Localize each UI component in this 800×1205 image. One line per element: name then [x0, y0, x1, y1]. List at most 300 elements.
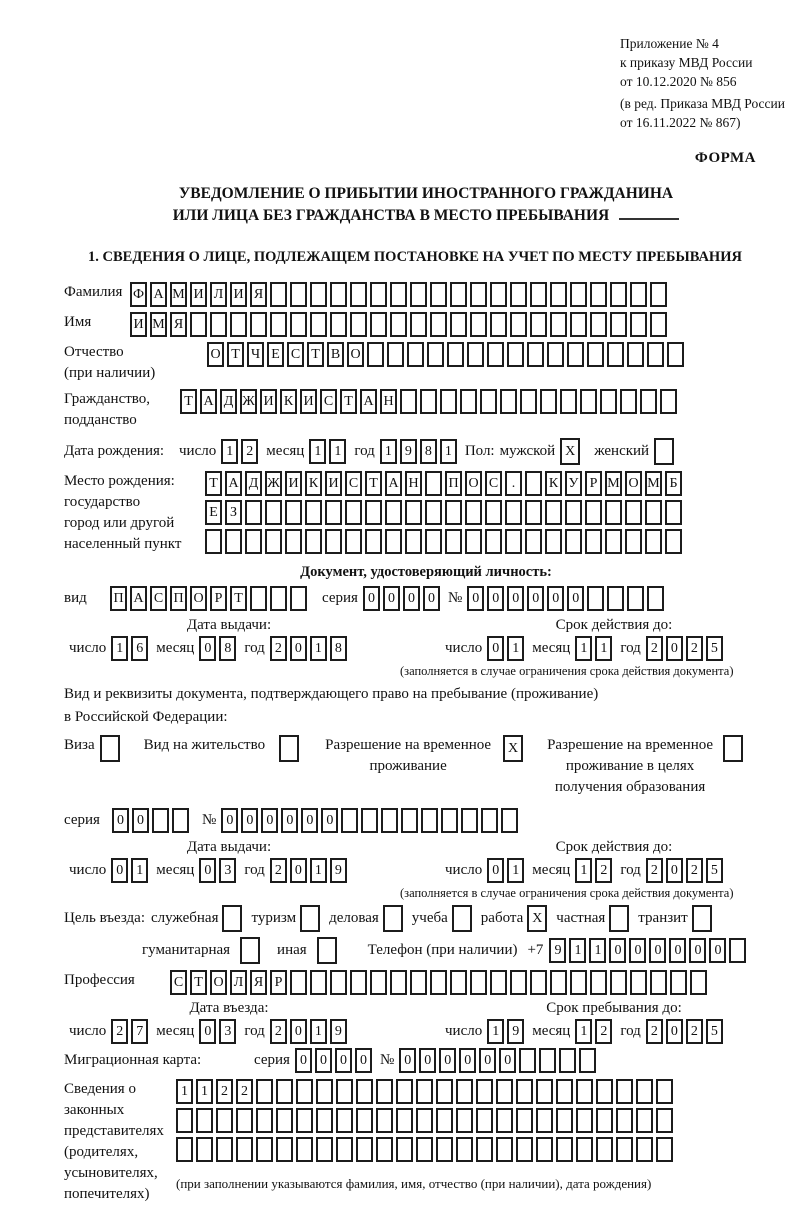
form-cell[interactable]: 0: [439, 1048, 456, 1073]
form-cell[interactable]: [250, 312, 267, 337]
form-cell[interactable]: [616, 1108, 633, 1133]
form-cell[interactable]: [370, 970, 387, 995]
form-cell[interactable]: [410, 282, 427, 307]
form-cell[interactable]: Р: [210, 586, 227, 611]
form-cell[interactable]: [461, 808, 478, 833]
form-cell[interactable]: Р: [585, 471, 602, 496]
form-cell[interactable]: [485, 500, 502, 525]
form-cell[interactable]: 2: [270, 636, 287, 661]
form-cell[interactable]: 1: [575, 636, 592, 661]
form-cell[interactable]: [630, 282, 647, 307]
form-cell[interactable]: 0: [487, 586, 504, 611]
form-cell[interactable]: [527, 342, 544, 367]
form-cell[interactable]: 1: [507, 858, 524, 883]
form-cell[interactable]: [416, 1137, 433, 1162]
form-cell[interactable]: [627, 342, 644, 367]
form-cell[interactable]: [296, 1079, 313, 1104]
form-cell[interactable]: [610, 312, 627, 337]
form-cell[interactable]: Р: [270, 970, 287, 995]
form-cell[interactable]: Т: [205, 471, 222, 496]
form-cell[interactable]: 0: [111, 858, 128, 883]
form-cell[interactable]: [556, 1108, 573, 1133]
form-cell[interactable]: [570, 970, 587, 995]
form-cell[interactable]: [425, 529, 442, 554]
form-cell[interactable]: И: [130, 312, 147, 337]
purpose-sluzhebnaya-checkbox[interactable]: [222, 905, 242, 932]
form-cell[interactable]: П: [170, 586, 187, 611]
form-cell[interactable]: Т: [190, 970, 207, 995]
form-cell[interactable]: [447, 342, 464, 367]
form-cell[interactable]: [290, 282, 307, 307]
form-cell[interactable]: [616, 1137, 633, 1162]
form-cell[interactable]: [485, 529, 502, 554]
form-cell[interactable]: Т: [230, 586, 247, 611]
form-cell[interactable]: 0: [487, 858, 504, 883]
form-cell[interactable]: [636, 1108, 653, 1133]
form-cell[interactable]: 0: [609, 938, 626, 963]
form-cell[interactable]: [285, 500, 302, 525]
form-cell[interactable]: [405, 529, 422, 554]
form-cell[interactable]: [480, 389, 497, 414]
education-residence-checkbox[interactable]: [723, 735, 743, 762]
form-cell[interactable]: [476, 1137, 493, 1162]
form-cell[interactable]: [556, 1079, 573, 1104]
form-cell[interactable]: В: [327, 342, 344, 367]
form-cell[interactable]: [176, 1137, 193, 1162]
form-cell[interactable]: [539, 1048, 556, 1073]
form-cell[interactable]: [510, 970, 527, 995]
form-cell[interactable]: [576, 1137, 593, 1162]
form-cell[interactable]: [500, 389, 517, 414]
temporary-residence-checkbox[interactable]: X: [503, 735, 523, 762]
form-cell[interactable]: Е: [205, 500, 222, 525]
form-cell[interactable]: [470, 970, 487, 995]
form-cell[interactable]: 5: [706, 858, 723, 883]
form-cell[interactable]: 0: [261, 808, 278, 833]
form-cell[interactable]: [510, 282, 527, 307]
form-cell[interactable]: 8: [420, 439, 437, 464]
form-cell[interactable]: [425, 471, 442, 496]
form-cell[interactable]: [487, 342, 504, 367]
form-cell[interactable]: [510, 312, 527, 337]
form-cell[interactable]: [525, 471, 542, 496]
form-cell[interactable]: [627, 586, 644, 611]
form-cell[interactable]: [316, 1079, 333, 1104]
form-cell[interactable]: И: [285, 471, 302, 496]
form-cell[interactable]: 0: [399, 1048, 416, 1073]
form-cell[interactable]: 0: [295, 1048, 312, 1073]
form-cell[interactable]: [265, 500, 282, 525]
form-cell[interactable]: [665, 529, 682, 554]
form-cell[interactable]: [547, 342, 564, 367]
form-cell[interactable]: П: [110, 586, 127, 611]
form-cell[interactable]: [647, 586, 664, 611]
form-cell[interactable]: Т: [307, 342, 324, 367]
form-cell[interactable]: [656, 1137, 673, 1162]
form-cell[interactable]: [490, 970, 507, 995]
form-cell[interactable]: [345, 500, 362, 525]
form-cell[interactable]: .: [505, 471, 522, 496]
form-cell[interactable]: [636, 1137, 653, 1162]
form-cell[interactable]: [270, 312, 287, 337]
form-cell[interactable]: [656, 1108, 673, 1133]
form-cell[interactable]: [610, 970, 627, 995]
form-cell[interactable]: [336, 1079, 353, 1104]
form-cell[interactable]: [670, 970, 687, 995]
form-cell[interactable]: [490, 312, 507, 337]
form-cell[interactable]: 1: [589, 938, 606, 963]
form-cell[interactable]: [407, 342, 424, 367]
form-cell[interactable]: Н: [380, 389, 397, 414]
form-cell[interactable]: 1: [310, 1019, 327, 1044]
form-cell[interactable]: [245, 500, 262, 525]
form-cell[interactable]: К: [280, 389, 297, 414]
form-cell[interactable]: [190, 312, 207, 337]
residence-permit-checkbox[interactable]: [279, 735, 299, 762]
form-cell[interactable]: И: [230, 282, 247, 307]
form-cell[interactable]: 2: [236, 1079, 253, 1104]
form-cell[interactable]: [236, 1108, 253, 1133]
form-cell[interactable]: [445, 500, 462, 525]
form-cell[interactable]: [607, 342, 624, 367]
form-cell[interactable]: [390, 970, 407, 995]
form-cell[interactable]: 2: [270, 858, 287, 883]
form-cell[interactable]: 0: [499, 1048, 516, 1073]
form-cell[interactable]: [430, 312, 447, 337]
form-cell[interactable]: [576, 1079, 593, 1104]
form-cell[interactable]: [505, 529, 522, 554]
form-cell[interactable]: 0: [689, 938, 706, 963]
form-cell[interactable]: И: [300, 389, 317, 414]
form-cell[interactable]: 2: [241, 439, 258, 464]
form-cell[interactable]: [645, 529, 662, 554]
form-cell[interactable]: 0: [669, 938, 686, 963]
form-cell[interactable]: [365, 500, 382, 525]
form-cell[interactable]: [250, 586, 267, 611]
form-cell[interactable]: [636, 1079, 653, 1104]
form-cell[interactable]: [530, 312, 547, 337]
form-cell[interactable]: [256, 1108, 273, 1133]
form-cell[interactable]: [290, 970, 307, 995]
form-cell[interactable]: [310, 970, 327, 995]
form-cell[interactable]: [365, 529, 382, 554]
form-cell[interactable]: [445, 529, 462, 554]
form-cell[interactable]: 1: [575, 1019, 592, 1044]
form-cell[interactable]: [356, 1108, 373, 1133]
form-cell[interactable]: 2: [686, 858, 703, 883]
form-cell[interactable]: 1: [310, 636, 327, 661]
form-cell[interactable]: [465, 529, 482, 554]
form-cell[interactable]: 0: [709, 938, 726, 963]
form-cell[interactable]: Т: [340, 389, 357, 414]
form-cell[interactable]: А: [150, 282, 167, 307]
form-cell[interactable]: [330, 312, 347, 337]
form-cell[interactable]: [270, 282, 287, 307]
purpose-gumanitarnaya-checkbox[interactable]: [240, 937, 260, 964]
form-cell[interactable]: [172, 808, 189, 833]
form-cell[interactable]: [350, 970, 367, 995]
form-cell[interactable]: [305, 500, 322, 525]
form-cell[interactable]: [396, 1108, 413, 1133]
form-cell[interactable]: А: [225, 471, 242, 496]
female-checkbox[interactable]: [654, 438, 674, 465]
form-cell[interactable]: 1: [221, 439, 238, 464]
form-cell[interactable]: [620, 389, 637, 414]
form-cell[interactable]: [570, 312, 587, 337]
form-cell[interactable]: 1: [440, 439, 457, 464]
form-cell[interactable]: 0: [403, 586, 420, 611]
form-cell[interactable]: [505, 500, 522, 525]
form-cell[interactable]: 5: [706, 1019, 723, 1044]
form-cell[interactable]: [460, 389, 477, 414]
form-cell[interactable]: [396, 1137, 413, 1162]
form-cell[interactable]: [585, 500, 602, 525]
form-cell[interactable]: [152, 808, 169, 833]
form-cell[interactable]: 0: [383, 586, 400, 611]
form-cell[interactable]: [350, 312, 367, 337]
form-cell[interactable]: [341, 808, 358, 833]
form-cell[interactable]: [370, 282, 387, 307]
form-cell[interactable]: [356, 1137, 373, 1162]
form-cell[interactable]: [316, 1108, 333, 1133]
form-cell[interactable]: [430, 282, 447, 307]
form-cell[interactable]: [410, 312, 427, 337]
form-cell[interactable]: С: [485, 471, 502, 496]
form-cell[interactable]: 0: [132, 808, 149, 833]
form-cell[interactable]: [729, 938, 746, 963]
form-cell[interactable]: 0: [487, 636, 504, 661]
form-cell[interactable]: 2: [686, 636, 703, 661]
form-cell[interactable]: 0: [281, 808, 298, 833]
form-cell[interactable]: [345, 529, 362, 554]
form-cell[interactable]: С: [170, 970, 187, 995]
form-cell[interactable]: [585, 529, 602, 554]
form-cell[interactable]: 0: [290, 636, 307, 661]
form-cell[interactable]: [205, 529, 222, 554]
form-cell[interactable]: [325, 500, 342, 525]
form-cell[interactable]: [565, 500, 582, 525]
form-cell[interactable]: [665, 500, 682, 525]
form-cell[interactable]: 2: [270, 1019, 287, 1044]
form-cell[interactable]: 0: [321, 808, 338, 833]
form-cell[interactable]: З: [225, 500, 242, 525]
form-cell[interactable]: [350, 282, 367, 307]
form-cell[interactable]: 0: [467, 586, 484, 611]
form-cell[interactable]: [305, 529, 322, 554]
form-cell[interactable]: Л: [230, 970, 247, 995]
form-cell[interactable]: 2: [646, 1019, 663, 1044]
form-cell[interactable]: [605, 529, 622, 554]
form-cell[interactable]: [316, 1137, 333, 1162]
form-cell[interactable]: 2: [595, 858, 612, 883]
form-cell[interactable]: 9: [549, 938, 566, 963]
form-cell[interactable]: А: [200, 389, 217, 414]
form-cell[interactable]: 0: [335, 1048, 352, 1073]
form-cell[interactable]: [545, 500, 562, 525]
form-cell[interactable]: 0: [315, 1048, 332, 1073]
form-cell[interactable]: [590, 282, 607, 307]
male-checkbox[interactable]: X: [560, 438, 580, 465]
form-cell[interactable]: 1: [507, 636, 524, 661]
form-cell[interactable]: 9: [330, 1019, 347, 1044]
form-cell[interactable]: [650, 970, 667, 995]
form-cell[interactable]: 0: [423, 586, 440, 611]
form-cell[interactable]: [290, 586, 307, 611]
form-cell[interactable]: [376, 1137, 393, 1162]
form-cell[interactable]: [610, 282, 627, 307]
form-cell[interactable]: М: [150, 312, 167, 337]
form-cell[interactable]: 0: [290, 1019, 307, 1044]
form-cell[interactable]: 0: [479, 1048, 496, 1073]
form-cell[interactable]: [436, 1079, 453, 1104]
form-cell[interactable]: [650, 312, 667, 337]
form-cell[interactable]: 8: [219, 636, 236, 661]
form-cell[interactable]: 1: [575, 858, 592, 883]
form-cell[interactable]: Т: [227, 342, 244, 367]
form-cell[interactable]: [265, 529, 282, 554]
form-cell[interactable]: [427, 342, 444, 367]
form-cell[interactable]: П: [445, 471, 462, 496]
form-cell[interactable]: [405, 500, 422, 525]
form-cell[interactable]: 0: [547, 586, 564, 611]
form-cell[interactable]: 9: [400, 439, 417, 464]
form-cell[interactable]: [276, 1108, 293, 1133]
form-cell[interactable]: [667, 342, 684, 367]
form-cell[interactable]: С: [320, 389, 337, 414]
form-cell[interactable]: О: [625, 471, 642, 496]
purpose-ucheba-checkbox[interactable]: [452, 905, 472, 932]
form-cell[interactable]: 0: [459, 1048, 476, 1073]
purpose-tranzit-checkbox[interactable]: [692, 905, 712, 932]
form-cell[interactable]: [440, 389, 457, 414]
form-cell[interactable]: [545, 529, 562, 554]
visa-checkbox[interactable]: [100, 735, 120, 762]
form-cell[interactable]: [376, 1108, 393, 1133]
form-cell[interactable]: [476, 1108, 493, 1133]
form-cell[interactable]: [436, 1108, 453, 1133]
form-cell[interactable]: Ж: [240, 389, 257, 414]
form-cell[interactable]: [556, 1137, 573, 1162]
form-cell[interactable]: 5: [706, 636, 723, 661]
form-cell[interactable]: 0: [112, 808, 129, 833]
form-cell[interactable]: [516, 1108, 533, 1133]
form-cell[interactable]: [567, 342, 584, 367]
form-cell[interactable]: 3: [219, 1019, 236, 1044]
form-cell[interactable]: [576, 1108, 593, 1133]
form-cell[interactable]: 0: [199, 858, 216, 883]
form-cell[interactable]: 0: [666, 858, 683, 883]
form-cell[interactable]: 2: [646, 858, 663, 883]
form-cell[interactable]: [450, 312, 467, 337]
form-cell[interactable]: [256, 1137, 273, 1162]
form-cell[interactable]: [616, 1079, 633, 1104]
form-cell[interactable]: 9: [507, 1019, 524, 1044]
form-cell[interactable]: [296, 1137, 313, 1162]
form-cell[interactable]: Д: [245, 471, 262, 496]
form-cell[interactable]: [540, 389, 557, 414]
form-cell[interactable]: [600, 389, 617, 414]
form-cell[interactable]: [410, 970, 427, 995]
form-cell[interactable]: [496, 1108, 513, 1133]
form-cell[interactable]: 0: [241, 808, 258, 833]
form-cell[interactable]: [579, 1048, 596, 1073]
form-cell[interactable]: С: [287, 342, 304, 367]
form-cell[interactable]: 0: [301, 808, 318, 833]
form-cell[interactable]: 0: [666, 636, 683, 661]
form-cell[interactable]: [176, 1108, 193, 1133]
form-cell[interactable]: [450, 970, 467, 995]
form-cell[interactable]: [336, 1108, 353, 1133]
form-cell[interactable]: 0: [649, 938, 666, 963]
form-cell[interactable]: 0: [507, 586, 524, 611]
form-cell[interactable]: 9: [330, 858, 347, 883]
form-cell[interactable]: [270, 586, 287, 611]
form-cell[interactable]: [496, 1137, 513, 1162]
form-cell[interactable]: 7: [131, 1019, 148, 1044]
form-cell[interactable]: [385, 500, 402, 525]
form-cell[interactable]: [310, 282, 327, 307]
form-cell[interactable]: [401, 808, 418, 833]
form-cell[interactable]: [416, 1079, 433, 1104]
form-cell[interactable]: [196, 1137, 213, 1162]
form-cell[interactable]: [525, 500, 542, 525]
form-cell[interactable]: А: [130, 586, 147, 611]
form-cell[interactable]: [276, 1137, 293, 1162]
form-cell[interactable]: [536, 1108, 553, 1133]
form-cell[interactable]: [470, 312, 487, 337]
form-cell[interactable]: [560, 389, 577, 414]
form-cell[interactable]: И: [260, 389, 277, 414]
form-cell[interactable]: 1: [569, 938, 586, 963]
form-cell[interactable]: 1: [329, 439, 346, 464]
form-cell[interactable]: [596, 1137, 613, 1162]
form-cell[interactable]: Л: [210, 282, 227, 307]
form-cell[interactable]: [501, 808, 518, 833]
form-cell[interactable]: [650, 282, 667, 307]
form-cell[interactable]: [385, 529, 402, 554]
form-cell[interactable]: [570, 282, 587, 307]
form-cell[interactable]: У: [565, 471, 582, 496]
form-cell[interactable]: М: [170, 282, 187, 307]
form-cell[interactable]: [330, 282, 347, 307]
form-cell[interactable]: [325, 529, 342, 554]
form-cell[interactable]: А: [385, 471, 402, 496]
form-cell[interactable]: [425, 500, 442, 525]
form-cell[interactable]: С: [345, 471, 362, 496]
form-cell[interactable]: [361, 808, 378, 833]
form-cell[interactable]: [465, 500, 482, 525]
form-cell[interactable]: [416, 1108, 433, 1133]
form-cell[interactable]: [376, 1079, 393, 1104]
form-cell[interactable]: [519, 1048, 536, 1073]
form-cell[interactable]: [236, 1137, 253, 1162]
form-cell[interactable]: 1: [380, 439, 397, 464]
form-cell[interactable]: [587, 586, 604, 611]
form-cell[interactable]: [285, 529, 302, 554]
form-cell[interactable]: 0: [290, 858, 307, 883]
form-cell[interactable]: 2: [686, 1019, 703, 1044]
form-cell[interactable]: [690, 970, 707, 995]
form-cell[interactable]: 2: [595, 1019, 612, 1044]
form-cell[interactable]: [296, 1108, 313, 1133]
form-cell[interactable]: 6: [131, 636, 148, 661]
form-cell[interactable]: 1: [196, 1079, 213, 1104]
form-cell[interactable]: [496, 1079, 513, 1104]
form-cell[interactable]: [660, 389, 677, 414]
form-cell[interactable]: [216, 1137, 233, 1162]
form-cell[interactable]: [476, 1079, 493, 1104]
form-cell[interactable]: Т: [180, 389, 197, 414]
